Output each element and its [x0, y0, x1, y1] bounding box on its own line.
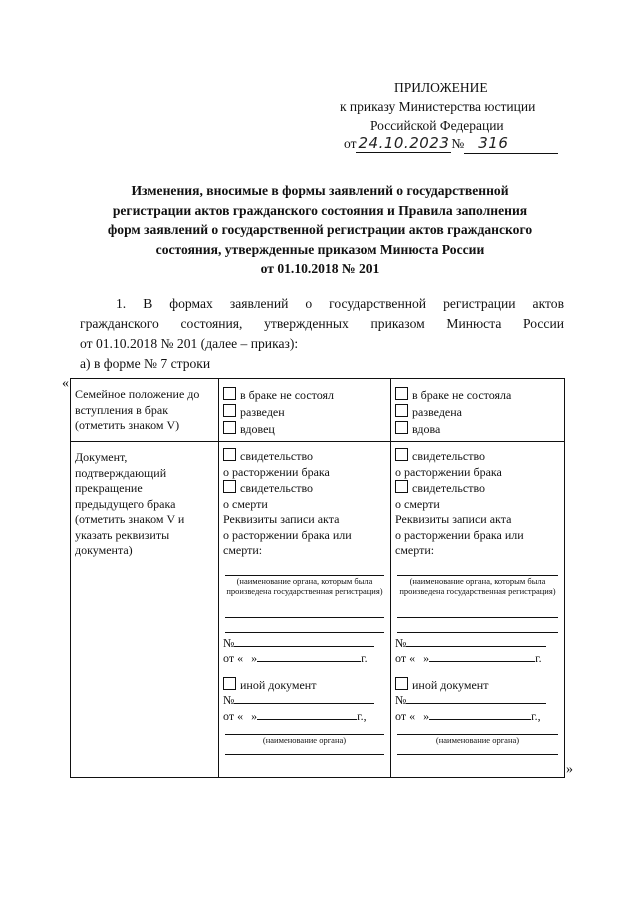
para1-line1: 1. В формах заявлений о государственной регистрации актов [116, 296, 564, 311]
male-option-1[interactable] [223, 387, 386, 404]
death-cert-option[interactable] [223, 480, 386, 497]
form-table [70, 378, 565, 778]
date-close: » [423, 708, 430, 723]
option-label-cont: о смерти [395, 496, 440, 511]
organ-input-line-2[interactable] [225, 597, 384, 618]
open-quote: « [62, 376, 69, 391]
previous-marriage-row [71, 442, 565, 778]
date-number-line [344, 134, 558, 154]
date-input[interactable] [429, 719, 531, 720]
checkbox[interactable] [223, 404, 236, 417]
requisites-line: о расторжении брака или [395, 527, 524, 542]
title-line-4: состояния, утвержденные приказом Минюста России [155, 241, 485, 257]
number-label: № [395, 693, 407, 707]
checkbox[interactable] [395, 448, 408, 461]
organ-name-line[interactable] [225, 724, 384, 735]
date-close: » [251, 708, 258, 723]
year-suffix: г. [361, 651, 368, 665]
female-document-cell [391, 442, 565, 778]
marital-status-row [71, 379, 565, 442]
option-label: иной документ [240, 677, 317, 692]
female-options-cell [391, 379, 565, 442]
option-label-cont: о расторжении брака [395, 464, 502, 479]
death-cert-option[interactable] [395, 480, 560, 497]
checkbox[interactable] [223, 448, 236, 461]
organ-input-line-2[interactable] [397, 597, 558, 618]
para1-line2: гражданского состояния, утвержденных приказом Минюста России [80, 316, 564, 331]
number-label: № [223, 635, 235, 650]
organ-input-line[interactable] [397, 559, 558, 576]
male-options-cell [219, 379, 391, 442]
option-label: разведен [240, 405, 285, 419]
date-close: » [423, 651, 430, 665]
close-quote: » [566, 762, 573, 777]
date-label: от « [395, 651, 416, 665]
checkbox[interactable] [223, 480, 236, 493]
divorce-cert-option[interactable] [223, 448, 386, 465]
record-number[interactable] [395, 636, 560, 652]
checkbox[interactable] [223, 421, 236, 434]
requisites-line: о расторжении брака или [223, 527, 352, 542]
record-date[interactable] [395, 651, 560, 667]
organ-caption: (наименование органа, которым была произведена государственная регистрация) [399, 575, 556, 596]
organ-input-line[interactable] [225, 559, 384, 576]
title-line-5: от 01.10.2018 № 201 [260, 261, 380, 276]
para1-line3: от 01.10.2018 № 201 (далее – приказ): [80, 336, 299, 351]
organ-name-caption: (наименование органа) [262, 735, 347, 745]
other-number[interactable] [395, 693, 560, 709]
organ-name-line[interactable] [397, 724, 558, 735]
date-label: от « [223, 651, 244, 665]
marital-status-label: Семейное положение до вступления в брак (отметить знаком V) [71, 379, 219, 442]
number-input[interactable] [406, 703, 546, 704]
document-title [60, 181, 580, 279]
female-option-1[interactable] [395, 387, 560, 404]
organ-name-line-2[interactable] [397, 746, 558, 755]
year-suffix: г., [357, 708, 367, 723]
other-doc-option[interactable] [395, 677, 560, 694]
option-label: разведена [412, 405, 463, 419]
requisites-line: Реквизиты записи акта [223, 512, 340, 526]
other-doc-option[interactable] [223, 677, 386, 694]
other-date[interactable] [223, 709, 386, 725]
other-date[interactable] [395, 709, 560, 725]
previous-marriage-label: Документ, подтверждающий прекращение предыдущего брака (отметить знаком V и указать реквизиты документа) [71, 442, 219, 778]
body-paragraph [80, 294, 564, 374]
checkbox[interactable] [395, 421, 408, 434]
year-suffix: г. [535, 651, 542, 665]
organ-input-line-3[interactable] [225, 618, 384, 633]
requisites-line: смерти: [223, 543, 263, 557]
number-label: № [223, 693, 235, 707]
requisites-line: Реквизиты записи акта [395, 512, 512, 526]
para2: а) в форме № 7 строки [80, 356, 211, 371]
organ-name-caption: (наименование органа) [435, 735, 520, 745]
checkbox[interactable] [395, 480, 408, 493]
checkbox[interactable] [395, 404, 408, 417]
option-label: иной документ [412, 677, 489, 692]
handwritten-date: 24.10.2023 [358, 134, 450, 152]
option-label: в браке не состояла [412, 388, 512, 402]
female-option-3[interactable] [395, 421, 560, 438]
checkbox[interactable] [223, 677, 236, 690]
requisites-line: смерти: [395, 543, 435, 557]
organ-name-line-2[interactable] [225, 746, 384, 755]
option-label: свидетельство [240, 449, 314, 463]
option-label-cont: о смерти [223, 496, 268, 511]
other-number[interactable] [223, 693, 386, 709]
number-input[interactable] [234, 703, 374, 704]
option-label: свидетельство [412, 481, 486, 495]
date-input[interactable] [257, 661, 361, 662]
number-prefix: № [451, 136, 465, 151]
number-label: № [395, 635, 407, 650]
female-option-2[interactable] [395, 404, 560, 421]
year-suffix: г., [531, 708, 541, 723]
option-label: свидетельство [412, 449, 486, 463]
date-close: » [251, 651, 258, 665]
appendix-title: ПРИЛОЖЕНИЕ [394, 80, 488, 95]
checkbox[interactable] [395, 387, 408, 400]
date-label: от « [223, 708, 244, 723]
divorce-cert-option[interactable] [395, 448, 560, 465]
option-label-cont: о расторжении брака [223, 464, 330, 479]
order-ref-line: к приказу Министерства юстиции [340, 99, 536, 114]
record-number[interactable] [223, 636, 386, 652]
number-input[interactable] [234, 646, 374, 647]
number-input[interactable] [406, 646, 546, 647]
federation-line: Российской Федерации [370, 118, 504, 133]
handwritten-number: 316 [464, 134, 558, 154]
date-input[interactable] [257, 719, 357, 720]
organ-caption: (наименование органа, которым была произведена государственная регистрация) [226, 575, 383, 596]
record-date[interactable] [223, 651, 386, 667]
title-line-2: регистрации актов гражданского состояния и Правила заполнения [112, 202, 528, 218]
organ-input-line-3[interactable] [397, 618, 558, 633]
checkbox[interactable] [395, 677, 408, 690]
option-label: в браке не состоял [240, 388, 335, 402]
male-document-cell [219, 442, 391, 778]
option-label: вдова [412, 422, 441, 436]
title-line-1: Изменения, вносимые в формы заявлений о государственной [131, 183, 509, 198]
date-input[interactable] [429, 661, 535, 662]
date-label: от « [395, 708, 416, 723]
option-label: вдовец [240, 422, 275, 436]
male-option-2[interactable] [223, 404, 386, 421]
title-line-3: форм заявлений о государственной регистрации актов гражданского [107, 222, 533, 237]
checkbox[interactable] [223, 387, 236, 400]
option-label: свидетельство [240, 481, 314, 495]
date-prefix: от [344, 136, 357, 151]
male-option-3[interactable] [223, 421, 386, 438]
